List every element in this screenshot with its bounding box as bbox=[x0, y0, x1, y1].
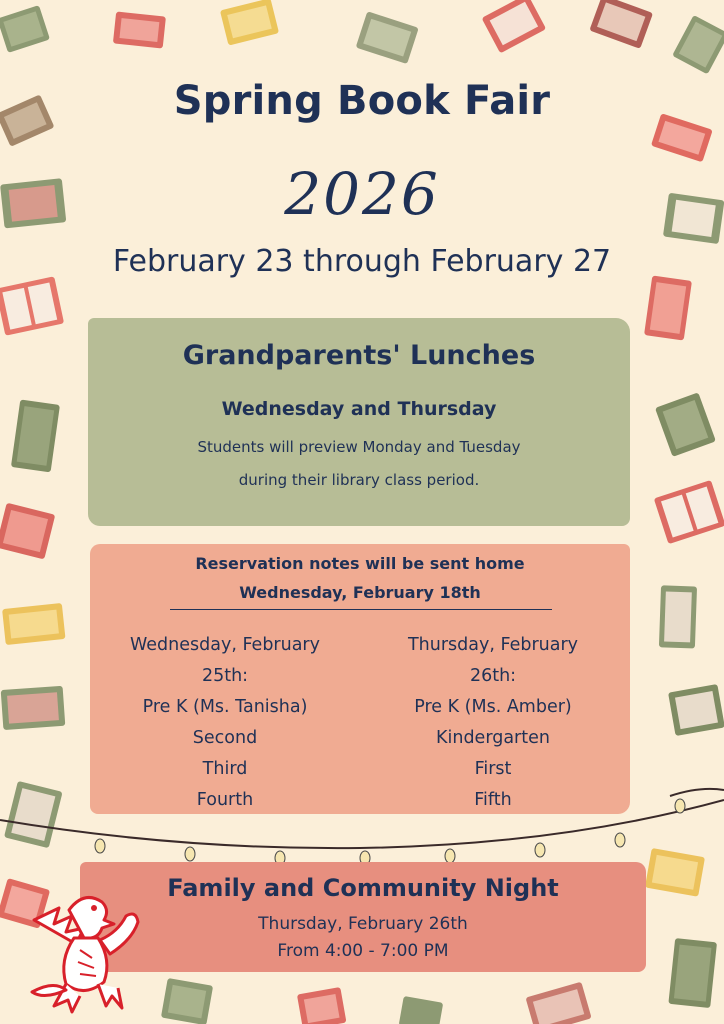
thursday-class: Pre K (Ms. Amber) bbox=[414, 697, 572, 717]
preview-line-2: during their library class period. bbox=[238, 471, 480, 489]
divider bbox=[170, 609, 552, 610]
event-dates: February 23 through February 27 bbox=[112, 244, 612, 279]
reservation-note-line-2: Wednesday, February 18th bbox=[239, 583, 481, 602]
lunches-heading: Grandparents' Lunches bbox=[182, 340, 536, 371]
thursday-date-line-1: Thursday, February bbox=[407, 635, 579, 655]
lunches-days: Wednesday and Thursday bbox=[221, 398, 497, 420]
thursday-schedule bbox=[363, 630, 623, 816]
family-night-heading: Family and Community Night bbox=[167, 874, 559, 902]
thursday-class: Kindergarten bbox=[436, 728, 550, 748]
event-year: 2026 bbox=[284, 160, 440, 228]
grandparents-lunches-panel bbox=[88, 318, 630, 526]
wednesday-date-line-2: 25th: bbox=[201, 666, 249, 686]
thursday-class: Fifth bbox=[474, 790, 512, 810]
family-night-panel bbox=[80, 862, 646, 972]
wednesday-class: Third bbox=[202, 759, 248, 779]
wednesday-date-line-1: Wednesday, February bbox=[130, 635, 320, 655]
eagle-mascot-icon bbox=[14, 880, 154, 1020]
reservation-panel bbox=[90, 544, 630, 814]
family-night-time: From 4:00 - 7:00 PM bbox=[277, 941, 449, 961]
wednesday-class: Fourth bbox=[196, 790, 254, 810]
thursday-class: First bbox=[474, 759, 512, 779]
thursday-date-line-2: 26th: bbox=[469, 666, 517, 686]
page-title: Spring Book Fair bbox=[173, 78, 551, 124]
wednesday-class: Pre K (Ms. Tanisha) bbox=[142, 697, 308, 717]
family-night-date: Thursday, February 26th bbox=[258, 914, 468, 934]
preview-line-1: Students will preview Monday and Tuesday bbox=[197, 438, 521, 456]
reservation-note-line-1: Reservation notes will be sent home bbox=[195, 554, 525, 573]
wednesday-class: Second bbox=[192, 728, 258, 748]
wednesday-schedule bbox=[95, 630, 355, 816]
